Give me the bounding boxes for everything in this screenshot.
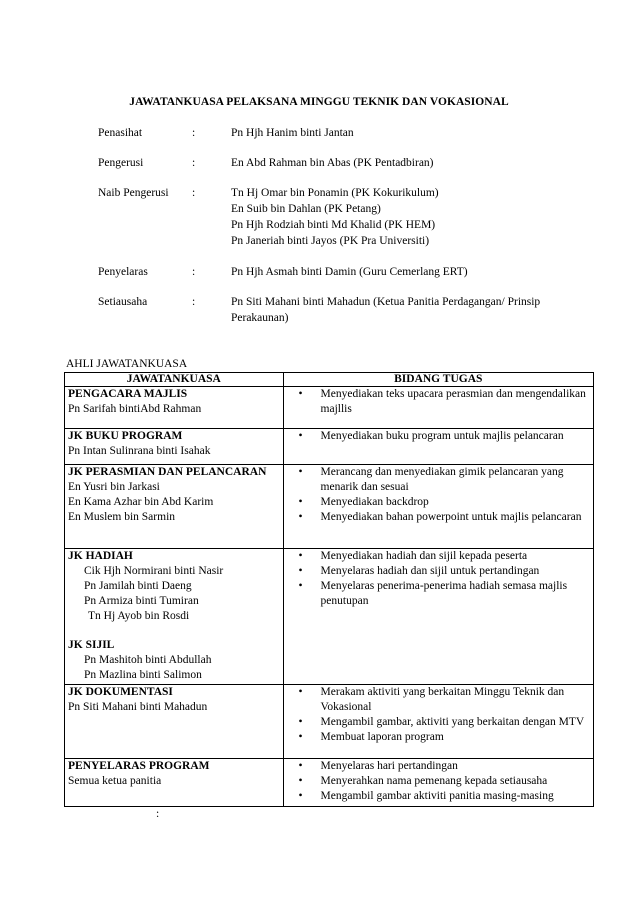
bullet-icon: • [298,790,303,802]
committee-cell [65,387,284,429]
list-item: • Mengambil gambar aktiviti panitia masing-masing [298,790,554,802]
officer-name: Tn Hj Omar bin Ponamin (PK Kokurikulum) [231,187,439,199]
bullet-icon: • [298,511,303,523]
officer-name: En Abd Rahman bin Abas (PK Pentadbiran) [231,157,434,169]
officer-name: Pn Siti Mahani binti Mahadun (Ketua Panitia Perdagangan/ Prinsip [231,296,541,308]
bullet-icon: • [298,760,303,772]
officer-role: Pengerusi [98,157,144,169]
committee-table [64,372,594,807]
list-item: • Menyerahkan nama pemenang kepada setiausaha [298,775,548,787]
list-item: • Mengambil gambar, aktiviti yang berkaitan dengan MTV [298,716,585,728]
tasks-cell [283,549,593,685]
list-item: • Merakam aktiviti yang berkaitan Minggu Teknik dan Vokasional [298,686,565,713]
colon: : [192,266,196,278]
table-row [65,759,594,807]
footer-colon: : [156,808,160,820]
committee-member: Pn Mazlina binti Salimon [84,669,202,681]
committee-member: En Kama Azhar bin Abd Karim [68,496,214,508]
committee-name: PENGACARA MAJLIS [68,388,188,400]
bullet-icon: • [298,466,303,478]
table-row [65,429,594,465]
list-item: • Membuat laporan program [298,731,444,743]
bullet-icon: • [298,496,303,508]
committee-cell [65,685,284,759]
bullet-icon: • [298,388,303,400]
officer-name: Pn Janeriah binti Jayos (PK Pra Universiti) [231,235,430,247]
bullet-icon: • [298,716,303,728]
committee-name: JK DOKUMENTASI [68,686,173,698]
table-row [65,549,594,685]
committee-name: JK SIJIL [68,639,115,651]
bullet-icon: • [298,430,303,442]
officer-name: Pn Hjh Asmah binti Damin (Guru Cemerlang ERT) [231,266,468,278]
list-item: • Menyediakan teks upacara perasmian dan mengendalikan majllis [298,388,586,415]
tasks-cell [283,429,593,465]
committee-member: En Muslem bin Sarmin [68,511,176,523]
list-item: • Merancang dan menyediakan gimik pelancaran yang menarik dan sesuai [298,466,564,493]
officer-role: Setiausaha [98,296,148,308]
committee-member: Tn Hj Ayob bin Rosdi [88,610,190,622]
colon: : [192,127,196,139]
committee-cell [65,429,284,465]
committee-name: JK PERASMIAN DAN PELANCARAN [68,466,267,478]
list-item: • Menyediakan bahan powerpoint untuk majlis pelancaran [298,511,582,523]
officer-role: Penyelaras [98,266,148,278]
bullet-icon: • [298,565,303,577]
committee-cell [65,465,284,549]
officer-name: Pn Hjh Rodziah binti Md Khalid (PK HEM) [231,219,436,231]
colon: : [192,157,196,169]
list-item: • Menyediakan hadiah dan sijil kepada peserta [298,550,528,562]
officer-name: En Suib bin Dahlan (PK Petang) [231,203,381,215]
list-item: • Menyelaras hadiah dan sijil untuk pertandingan [298,565,540,577]
officer-name: Perakaunan) [231,312,289,324]
committee-name: JK HADIAH [68,550,133,562]
committee-name: PENYELARAS PROGRAM [68,760,210,772]
officer-role: Penasihat [98,127,143,139]
page-title: JAWATANKUASA PELAKSANA MINGGU TEKNIK DAN VOKASIONAL [129,96,509,108]
bullet-icon: • [298,731,303,743]
list-item: • Menyelaras hari pertandingan [298,760,458,772]
committee-member: Semua ketua panitia [68,775,162,787]
table-row [65,465,594,549]
bullet-icon: • [298,686,303,698]
list-item: • Menyelaras penerima-penerima hadiah semasa majlis penutupan [298,580,568,607]
committee-member: En Yusri bin Jarkasi [68,481,160,493]
table-row [65,387,594,429]
colon: : [192,296,196,308]
officer-role: Naib Pengerusi [98,187,169,199]
table-header-row [65,373,594,387]
section-heading: AHLI JAWATANKUASA [66,358,188,370]
bullet-icon: • [298,550,303,562]
committee-cell [65,549,284,685]
bullet-icon: • [298,580,303,592]
committee-name: JK BUKU PROGRAM [68,430,183,442]
column-header: JAWATANKUASA [65,373,284,387]
bullet-icon: • [298,775,303,787]
committee-member: Pn Siti Mahani binti Mahadun [68,701,208,713]
committee-cell [65,759,284,807]
tasks-cell [283,685,593,759]
committee-member: Pn Armiza binti Tumiran [84,595,199,607]
tasks-cell [283,759,593,807]
tasks-cell [283,387,593,429]
list-item: • Menyediakan backdrop [298,496,429,508]
committee-member: Pn Sarifah bintiAbd Rahman [68,403,202,415]
committee-member: Pn Jamilah binti Daeng [84,580,192,592]
committee-member: Cik Hjh Normirani binti Nasir [84,565,224,577]
committee-member: Pn Intan Sulinrana binti Isahak [68,445,211,457]
tasks-cell [283,465,593,549]
officer-name: Pn Hjh Hanim binti Jantan [231,127,354,139]
list-item: • Menyediakan buku program untuk majlis pelancaran [298,430,564,442]
colon: : [192,187,196,199]
table-row [65,685,594,759]
column-header: BIDANG TUGAS [283,373,593,387]
committee-member: Pn Mashitoh binti Abdullah [84,654,212,666]
